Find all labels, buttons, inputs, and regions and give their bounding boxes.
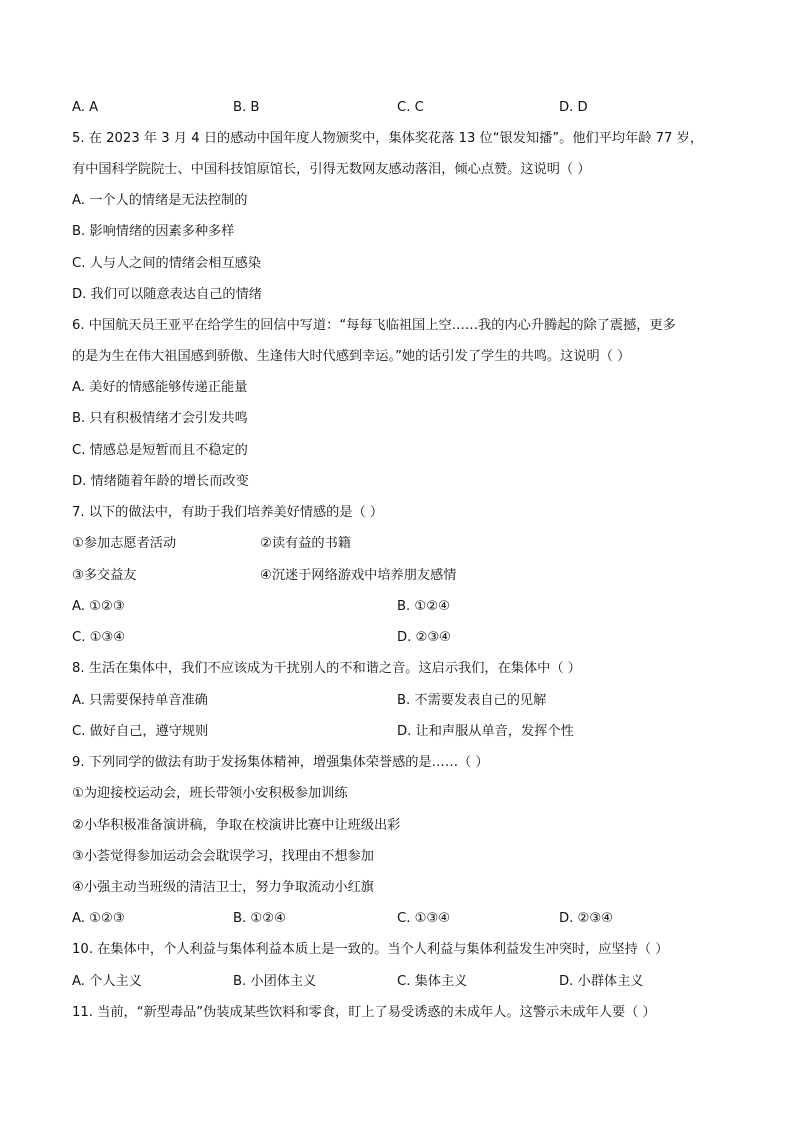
q10-option-d: D. 小群体主义	[559, 974, 644, 989]
q4-option-d: D. D	[559, 100, 588, 115]
q10-option-a: A. 个人主义	[72, 974, 142, 989]
q9-item-2: ②小华积极准备演讲稿，争取在校演讲比赛中让班级出彩	[72, 818, 401, 833]
q5-option-d: D. 我们可以随意表达自己的情绪	[72, 287, 262, 302]
q7-item-2: ②读有益的书籍	[260, 536, 351, 551]
q6-stem-line1: 6. 中国航天员王亚平在给学生的回信中写道：“每每飞临祖国上空……我的内心升腾起的除了震撼，更多	[72, 318, 676, 333]
q10-options	[72, 975, 722, 991]
q7-stem: 7. 以下的做法中，有助于我们培养美好情感的是（ ）	[72, 505, 384, 520]
q11-stem: 11. 当前，“新型毒品”伪装成某些饮料和零食，盯上了易受诱惑的未成年人。这警示未成年人要（ ）	[72, 1005, 656, 1020]
q7-items-row1	[72, 537, 722, 553]
q7-options-row1	[72, 600, 722, 616]
q4-option-b: B. B	[233, 100, 260, 115]
q6-option-c: C. 情感总是短暂而且不稳定的	[72, 443, 248, 458]
q5-option-a: A. 一个人的情绪是无法控制的	[72, 193, 248, 208]
q8-option-a: A. 只需要保持单音准确	[72, 693, 208, 708]
q7-option-b: B. ①②④	[397, 599, 450, 614]
q10-stem: 10. 在集体中，个人利益与集体利益本质上是一致的。当个人利益与集体利益发生冲突时，应坚持（ ）	[72, 942, 669, 957]
q8-stem: 8. 生活在集体中，我们不应该成为干扰别人的不和谐之音。这启示我们，在集体中（ ）	[72, 661, 581, 676]
q7-option-d: D. ②③④	[397, 630, 452, 645]
q9-options	[72, 912, 722, 928]
q8-options-row2	[72, 725, 722, 741]
q9-option-a: A. ①②③	[72, 911, 125, 926]
q9-item-1: ①为迎接校运动会，班长带领小安积极参加训练	[72, 786, 348, 801]
q5-option-c: C. 人与人之间的情绪会相互感染	[72, 256, 262, 271]
q8-option-b: B. 不需要发表自己的见解	[397, 693, 547, 708]
q4-option-a: A. A	[72, 100, 99, 115]
q7-item-4: ④沉迷于网络游戏中培养朋友感情	[260, 568, 457, 583]
q7-item-3: ③多交益友	[72, 568, 137, 583]
q9-option-d: D. ②③④	[559, 911, 614, 926]
q7-option-c: C. ①③④	[72, 630, 126, 645]
q8-options-row1	[72, 694, 722, 710]
q7-option-a: A. ①②③	[72, 599, 125, 614]
q7-options-row2	[72, 631, 722, 647]
q6-option-d: D. 情绪随着年龄的增长而改变	[72, 474, 249, 489]
q7-item-1: ①参加志愿者活动	[72, 536, 177, 551]
q6-stem-line2: 的是为生在伟大祖国感到骄傲、生逢伟大时代感到幸运。”她的话引发了学生的共鸣。这说明（ ）	[72, 349, 631, 364]
q7-items-row2	[72, 569, 722, 585]
q10-option-b: B. 小团体主义	[233, 974, 317, 989]
q8-option-c: C. 做好自己，遵守规则	[72, 724, 209, 739]
q9-item-4: ④小强主动当班级的清洁卫士，努力争取流动小红旗	[72, 880, 374, 895]
q9-item-3: ③小荟觉得参加运动会会耽误学习，找理由不想参加	[72, 849, 374, 864]
q10-option-c: C. 集体主义	[397, 974, 468, 989]
q4-options	[72, 101, 722, 117]
q5-option-b: B. 影响情绪的因素多种多样	[72, 224, 235, 239]
q9-stem: 9. 下列同学的做法有助于发扬集体精神，增强集体荣誉感的是……（ ）	[72, 755, 489, 770]
q6-option-a: A. 美好的情感能够传递正能量	[72, 380, 248, 395]
q9-option-b: B. ①②④	[233, 911, 286, 926]
q5-stem-line2: 有中国科学院院士、中国科技馆原馆长，引得无数网友感动落泪，倾心点赞。这说明（ ）	[72, 162, 591, 177]
q9-option-c: C. ①③④	[397, 911, 451, 926]
q4-option-c: C. C	[397, 100, 424, 115]
q8-option-d: D. 让和声服从单音，发挥个性	[397, 724, 574, 739]
q6-option-b: B. 只有积极情绪才会引发共鸣	[72, 411, 248, 426]
q5-stem-line1: 5. 在 2023 年 3 月 4 日的感动中国年度人物颁奖中，集体奖花落 13 位“银发知播”。他们平均年龄 77 岁，	[72, 131, 704, 146]
